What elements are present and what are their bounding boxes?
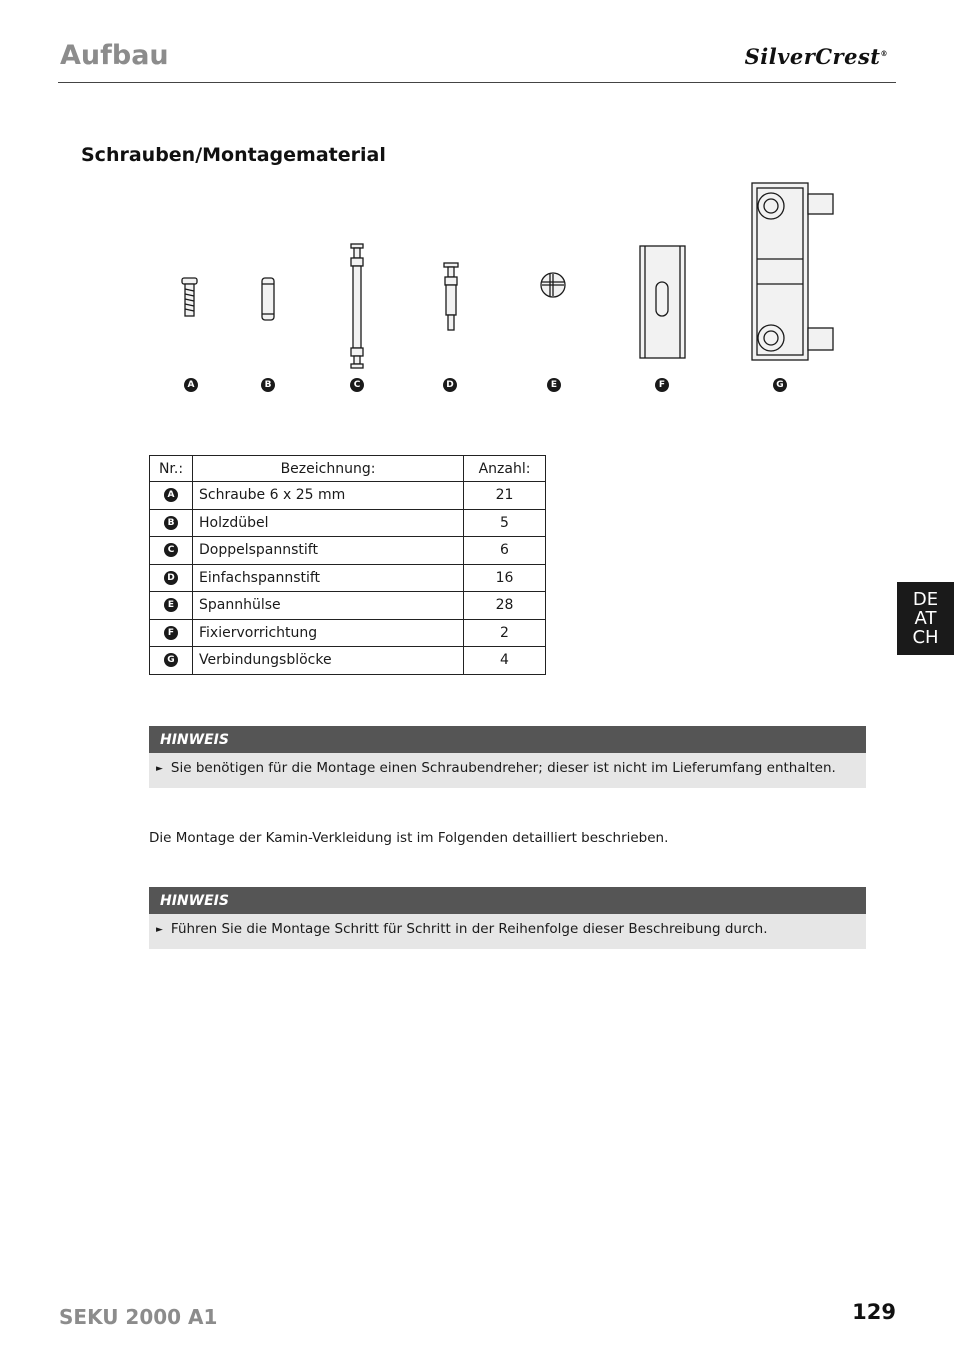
note-box-1 [149,726,866,788]
note-text: Führen Sie die Montage Schritt für Schritt in der Reihenfolge dieser Beschreibung durch. [170,921,768,937]
table-row [150,647,546,675]
row-name: Holzdübel [193,509,464,537]
table-row [150,509,546,537]
row-qty: 4 [464,647,546,675]
brand-logo [745,44,888,69]
part-letter-f: F [655,378,669,392]
table-row [150,482,546,510]
row-letter: A [164,488,178,502]
part-letter-g: G [773,378,787,392]
row-letter: G [164,653,178,667]
part-letter-d: D [443,378,457,392]
row-letter: B [164,516,178,530]
row-qty: 28 [464,592,546,620]
page-title: Aufbau [60,40,169,71]
part-d-single-pin-drawing [444,263,458,330]
header-divider [58,82,896,83]
row-qty: 21 [464,482,546,510]
table-header-row [150,456,546,482]
table-row [150,564,546,592]
part-letter-c: C [350,378,364,392]
section-title: Schrauben/Montagematerial [81,144,386,166]
lang-ch: CH [912,627,939,648]
part-letter-row [0,378,954,396]
row-letter: D [164,571,178,585]
row-name: Spannhülse [193,592,464,620]
header-nr: Nr.: [150,456,193,482]
part-c-double-pin-drawing [351,244,363,368]
part-f-fixing-device-drawing [640,246,685,358]
part-letter-a: A [184,378,198,392]
row-name: Doppelspannstift [193,537,464,565]
row-name: Verbindungsblöcke [193,647,464,675]
body-paragraph: Die Montage der Kamin-Verkleidung ist im Folgenden detailliert beschrieben. [149,830,669,846]
part-letter-e: E [547,378,561,392]
row-letter: E [164,598,178,612]
table-row [150,537,546,565]
part-a-screw-drawing [182,278,197,316]
row-letter: C [164,543,178,557]
lang-at: AT [914,608,937,629]
row-name: Fixiervorrichtung [193,619,464,647]
brand-name: SilverCrest [744,44,881,69]
table-row [150,592,546,620]
row-name: Einfachspannstift [193,564,464,592]
page-number: 129 [852,1300,896,1324]
part-letter-b: B [261,378,275,392]
note-title: HINWEIS [149,887,866,914]
header-qty: Anzahl: [464,456,546,482]
row-qty: 16 [464,564,546,592]
note-title: HINWEIS [149,726,866,753]
lang-de: DE [912,589,939,610]
row-qty: 6 [464,537,546,565]
bullet-arrow-icon: ► [156,764,163,774]
brand-registered-mark: ® [880,49,888,58]
row-qty: 5 [464,509,546,537]
part-g-connector-block-drawing [752,183,833,360]
parts-illustration [0,178,954,378]
table-row [150,619,546,647]
part-e-sleeve-drawing [541,273,565,297]
bullet-arrow-icon: ► [156,925,163,935]
footer-model: SEKU 2000 A1 [59,1305,218,1329]
note-text: Sie benötigen für die Montage einen Schraubendreher; dieser ist nicht im Lieferumfang enthalten. [170,760,836,776]
header-name: Bezeichnung: [193,456,464,482]
language-tab [897,582,954,655]
row-qty: 2 [464,619,546,647]
part-b-dowel-drawing [262,278,274,320]
row-letter: F [164,626,178,640]
row-name: Schraube 6 x 25 mm [193,482,464,510]
parts-table [149,455,546,675]
note-box-2 [149,887,866,949]
